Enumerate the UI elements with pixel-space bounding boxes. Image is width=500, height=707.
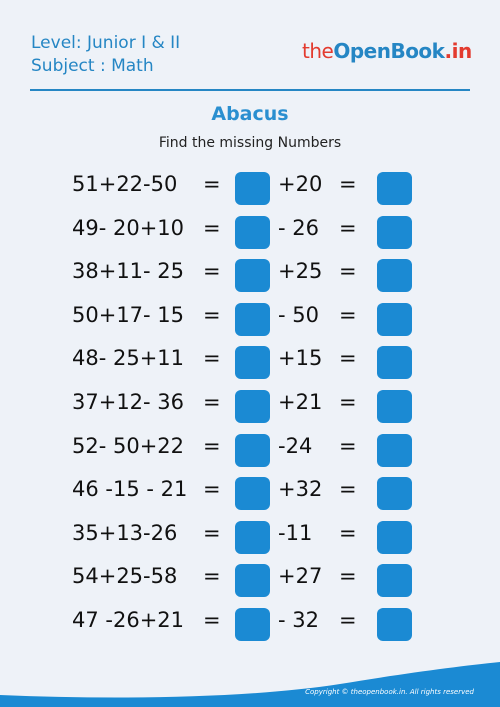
equals-sign: = (339, 389, 357, 414)
result-box[interactable] (377, 390, 412, 423)
result-box[interactable] (377, 346, 412, 379)
problem-row (0, 214, 500, 258)
answer-box[interactable] (235, 172, 270, 205)
equals-sign: = (339, 477, 357, 502)
equals-sign: = (339, 520, 357, 545)
problem-expression: 37+12- 36 (72, 389, 185, 414)
problem-row (0, 475, 500, 519)
problem-operation: -11 (278, 520, 313, 545)
brand-suffix: .in (444, 39, 472, 63)
result-box[interactable] (377, 303, 412, 336)
equals-sign: = (203, 172, 221, 196)
equals-sign: = (203, 259, 221, 284)
page-title: Abacus (211, 103, 289, 125)
problem-expression: 48- 25+11 (72, 346, 185, 371)
answer-box[interactable] (235, 434, 270, 467)
answer-box[interactable] (235, 608, 270, 641)
problem-operation: +20 (278, 172, 323, 196)
problem-row (0, 170, 500, 214)
page-subtitle: Find the missing Numbers (158, 135, 342, 151)
result-box[interactable] (377, 216, 412, 249)
problem-row (0, 388, 500, 432)
problem-list (0, 170, 500, 650)
problem-operation: - 32 (278, 607, 319, 632)
problem-row (0, 562, 500, 606)
result-box[interactable] (377, 521, 412, 554)
brand-logo[interactable] (302, 39, 472, 63)
problem-operation: - 26 (278, 215, 319, 240)
equals-sign: = (203, 346, 221, 371)
result-box[interactable] (377, 259, 412, 292)
answer-box[interactable] (235, 303, 270, 336)
problem-expression: 50+17- 15 (72, 302, 185, 327)
page-footer (0, 662, 500, 707)
equals-sign: = (203, 215, 221, 240)
equals-sign: = (339, 215, 357, 240)
equals-sign: = (203, 389, 221, 414)
equals-sign: = (203, 564, 221, 589)
equals-sign: = (203, 433, 221, 458)
worksheet-header (0, 0, 500, 92)
problem-expression: 49- 20+10 (72, 215, 185, 240)
equals-sign: = (339, 302, 357, 327)
answer-box[interactable] (235, 564, 270, 597)
copyright-text: Copyright © theopenbook.in. All rights reserved (305, 688, 474, 696)
equals-sign: = (339, 259, 357, 284)
result-box[interactable] (377, 172, 412, 205)
level-label: Level: Junior I & II (31, 33, 181, 53)
header-divider (30, 89, 470, 91)
problem-expression: 52- 50+22 (72, 433, 185, 458)
problem-operation: +21 (278, 389, 323, 414)
problem-operation: -24 (278, 433, 313, 458)
problem-row (0, 519, 500, 563)
problem-row (0, 432, 500, 476)
answer-box[interactable] (235, 259, 270, 292)
problem-row (0, 606, 500, 650)
problem-expression: 47 -26+21 (72, 607, 185, 632)
problem-operation: +15 (278, 346, 323, 371)
equals-sign: = (339, 433, 357, 458)
equals-sign: = (339, 564, 357, 589)
problem-expression: 35+13-26 (72, 520, 178, 545)
answer-box[interactable] (235, 477, 270, 510)
problem-expression: 46 -15 - 21 (72, 477, 188, 502)
result-box[interactable] (377, 608, 412, 641)
answer-box[interactable] (235, 216, 270, 249)
footer-wave-graphic (0, 662, 500, 707)
subject-label: Subject : Math (31, 56, 154, 76)
result-box[interactable] (377, 564, 412, 597)
equals-sign: = (203, 520, 221, 545)
equals-sign: = (203, 477, 221, 502)
answer-box[interactable] (235, 521, 270, 554)
problem-row (0, 257, 500, 301)
brand-prefix: the (302, 39, 334, 63)
problem-row (0, 301, 500, 345)
problem-expression: 51+22-50 (72, 172, 178, 196)
problem-operation: +25 (278, 259, 323, 284)
answer-box[interactable] (235, 346, 270, 379)
problem-operation: - 50 (278, 302, 319, 327)
equals-sign: = (203, 302, 221, 327)
answer-box[interactable] (235, 390, 270, 423)
problem-expression: 38+11- 25 (72, 259, 185, 284)
problem-expression: 54+25-58 (72, 564, 178, 589)
equals-sign: = (203, 607, 221, 632)
brand-middle: OpenBook (333, 39, 445, 63)
problem-row (0, 344, 500, 388)
equals-sign: = (339, 346, 357, 371)
result-box[interactable] (377, 434, 412, 467)
equals-sign: = (339, 607, 357, 632)
equals-sign: = (339, 172, 357, 196)
problem-operation: +27 (278, 564, 323, 589)
problem-operation: +32 (278, 477, 323, 502)
result-box[interactable] (377, 477, 412, 510)
